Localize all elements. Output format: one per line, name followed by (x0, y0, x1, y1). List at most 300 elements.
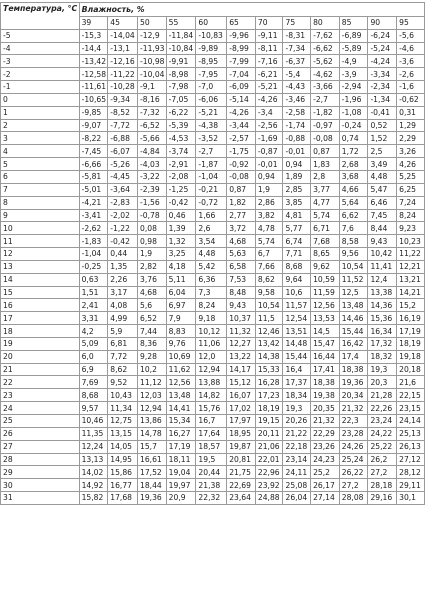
table-row (1, 29, 425, 42)
dew-point-cell: -2,39 (138, 183, 167, 196)
dew-point-cell: -10,28 (108, 81, 138, 94)
dew-point-cell: 3,25 (166, 248, 196, 261)
dew-point-cell: 6,52 (138, 312, 167, 325)
dew-point-cell: -1,56 (138, 196, 167, 209)
dew-point-cell: -0,24 (339, 119, 368, 132)
dew-point-cell: -0,25 (79, 260, 108, 273)
dew-point-cell: 6,46 (368, 196, 397, 209)
dew-point-cell: -12,58 (79, 68, 108, 81)
dew-point-cell: 17,37 (283, 376, 311, 389)
dew-point-cell: -7,0 (196, 81, 227, 94)
dew-point-cell: 12,94 (138, 402, 167, 415)
dew-point-cell: -1,83 (79, 235, 108, 248)
table-row (1, 170, 425, 183)
dew-point-cell: 10,6 (283, 286, 311, 299)
dew-point-cell: -1,04 (79, 248, 108, 261)
dew-point-cell: 3,76 (138, 273, 167, 286)
dew-point-cell: -10,84 (166, 42, 196, 55)
temperature-cell: -3 (1, 55, 80, 68)
dew-point-cell: 15,34 (166, 415, 196, 428)
dew-point-cell: -6,66 (79, 158, 108, 171)
dew-point-cell: 15,82 (79, 492, 108, 505)
dew-point-cell: -0,01 (283, 145, 311, 158)
dew-point-cell: 16,77 (108, 479, 138, 492)
dew-point-cell: -0,62 (397, 93, 425, 106)
dew-point-cell: 4,77 (311, 196, 340, 209)
dew-point-cell: 17,52 (138, 466, 167, 479)
dew-point-cell: 0,94 (283, 158, 311, 171)
dew-point-cell: -4,26 (255, 93, 283, 106)
dew-point-cell: -5,66 (138, 132, 167, 145)
dew-point-cell: 10,2 (138, 363, 167, 376)
dew-point-cell: 17,32 (368, 337, 397, 350)
table-row (1, 312, 425, 325)
table-row (1, 389, 425, 402)
dew-point-cell: 28,12 (397, 466, 425, 479)
dew-point-cell: -5,21 (196, 106, 227, 119)
dew-point-cell: 1,52 (368, 132, 397, 145)
table-row (1, 440, 425, 453)
dew-point-cell: 13,86 (138, 415, 167, 428)
dew-point-cell: 23,92 (255, 479, 283, 492)
table-row (1, 106, 425, 119)
dew-point-cell: 12,75 (108, 415, 138, 428)
dew-point-cell: -6,09 (227, 81, 256, 94)
dew-point-cell: 4,68 (138, 286, 167, 299)
dew-point-cell: 12,0 (196, 350, 227, 363)
temperature-cell: 15 (1, 286, 80, 299)
dew-point-cell: 5,63 (227, 248, 256, 261)
dew-point-cell: 21,6 (397, 376, 425, 389)
dew-point-cell: -8,52 (108, 106, 138, 119)
dew-point-cell: 1,9 (255, 183, 283, 196)
dew-point-cell: 23,26 (311, 440, 340, 453)
dew-point-cell: -2,56 (255, 119, 283, 132)
dew-point-cell: 6,81 (108, 337, 138, 350)
dew-point-cell: 1,89 (283, 170, 311, 183)
dew-point-cell: 6,0 (79, 350, 108, 363)
dew-point-cell: 12,21 (397, 260, 425, 273)
dew-point-cell: 15,36 (368, 312, 397, 325)
dew-point-cell: 18,38 (311, 376, 340, 389)
dew-point-cell: 2,8 (311, 170, 340, 183)
dew-point-cell: 5,42 (196, 260, 227, 273)
dew-point-cell: 20,26 (283, 415, 311, 428)
temperature-cell: 29 (1, 466, 80, 479)
dew-point-cell: -3,66 (311, 81, 340, 94)
dew-point-cell: -5,01 (79, 183, 108, 196)
dew-point-cell: -3,9 (339, 68, 368, 81)
table-row (1, 466, 425, 479)
dew-point-cell: 2,68 (339, 158, 368, 171)
dew-point-cell: 6,74 (283, 235, 311, 248)
dew-point-cell: 23,14 (283, 453, 311, 466)
dew-point-cell: 16,07 (227, 389, 256, 402)
dew-point-cell: -1,25 (166, 183, 196, 196)
dew-point-cell: -15,3 (79, 29, 108, 42)
dew-point-cell: 20,34 (339, 389, 368, 402)
dew-point-cell: -14,04 (108, 29, 138, 42)
dew-point-cell: 5,47 (368, 183, 397, 196)
dew-point-cell: 17,19 (166, 440, 196, 453)
dew-point-cell: 1,29 (397, 119, 425, 132)
dew-point-cell: -0,72 (196, 196, 227, 209)
dew-point-cell: 6,25 (397, 183, 425, 196)
dew-point-cell: -0,42 (166, 196, 196, 209)
dew-point-cell: 12,24 (79, 440, 108, 453)
dew-point-cell: 22,3 (339, 415, 368, 428)
dew-point-cell: -6,52 (138, 119, 167, 132)
dew-point-cell: 16,28 (255, 376, 283, 389)
dew-point-cell: -2,7 (196, 145, 227, 158)
dew-point-cell: 0,87 (311, 145, 340, 158)
dew-point-cell: 25,24 (339, 453, 368, 466)
dew-point-cell: 21,32 (339, 402, 368, 415)
dew-point-cell: -9,85 (79, 106, 108, 119)
dew-point-cell: 17,02 (227, 402, 256, 415)
table-row (1, 492, 425, 505)
dew-point-cell: -6,88 (108, 132, 138, 145)
dew-point-cell: 13,88 (196, 376, 227, 389)
dew-point-cell: -7,16 (255, 55, 283, 68)
dew-point-cell: -11,93 (138, 42, 167, 55)
dew-point-cell: -10,65 (79, 93, 108, 106)
dew-point-cell: -12,16 (108, 55, 138, 68)
dew-point-cell: 5,25 (397, 170, 425, 183)
dew-point-cell: -7,04 (227, 68, 256, 81)
dew-point-cell: -5,21 (255, 81, 283, 94)
dew-point-cell: -11,22 (108, 68, 138, 81)
dew-point-cell: -8,11 (255, 42, 283, 55)
table-row (1, 42, 425, 55)
dew-point-cell: -1,96 (339, 93, 368, 106)
dew-point-cell: 14,36 (368, 299, 397, 312)
dew-point-cell: 20,3 (368, 376, 397, 389)
dew-point-cell: -6,37 (283, 55, 311, 68)
dew-point-cell: -6,22 (166, 106, 196, 119)
dew-point-cell: 12,27 (227, 337, 256, 350)
dew-point-cell: -8,98 (166, 68, 196, 81)
dew-point-cell: 18,44 (138, 479, 167, 492)
dew-point-cell: -4,45 (108, 170, 138, 183)
dew-point-cell: 16,19 (397, 312, 425, 325)
dew-point-cell: -0,21 (196, 183, 227, 196)
dew-point-cell: 6,62 (339, 209, 368, 222)
dew-point-cell: 14,92 (79, 479, 108, 492)
dew-point-cell: 23,15 (397, 402, 425, 415)
dew-point-cell: 3,54 (196, 235, 227, 248)
dew-point-cell: 6,36 (196, 273, 227, 286)
dew-point-cell: -7,95 (196, 68, 227, 81)
dew-point-cell: -2,57 (227, 132, 256, 145)
table-row (1, 350, 425, 363)
dew-point-cell: -6,62 (311, 42, 340, 55)
dew-point-cell: -6,24 (368, 29, 397, 42)
dew-point-cell: 7,69 (79, 376, 108, 389)
dew-point-cell: 1,83 (311, 158, 340, 171)
dew-point-cell: 7,3 (196, 286, 227, 299)
dew-point-cell: 12,5 (339, 286, 368, 299)
dew-point-cell: 4,99 (108, 312, 138, 325)
dew-point-cell: 15,44 (339, 325, 368, 338)
dew-point-cell: -9,91 (166, 55, 196, 68)
table-row (1, 427, 425, 440)
temperature-cell: 14 (1, 273, 80, 286)
dew-point-cell: 0,63 (79, 273, 108, 286)
dew-point-cell: 5,6 (138, 299, 167, 312)
humidity-column-header: 50 (138, 16, 167, 29)
dew-point-cell: -9,96 (227, 29, 256, 42)
dew-point-cell: -2,02 (108, 209, 138, 222)
dew-point-cell: -0,42 (108, 235, 138, 248)
humidity-column-header: 39 (79, 16, 108, 29)
dew-point-cell: 21,06 (255, 440, 283, 453)
dew-point-cell: 12,56 (166, 376, 196, 389)
dew-point-cell: -9,11 (255, 29, 283, 42)
temperature-cell: -4 (1, 42, 80, 55)
dew-point-cell: 22,96 (255, 466, 283, 479)
temperature-cell: 10 (1, 222, 80, 235)
temperature-cell: 3 (1, 132, 80, 145)
dew-point-cell: 13,51 (283, 325, 311, 338)
dew-point-cell: 24,14 (397, 415, 425, 428)
dew-point-cell: 26,04 (283, 492, 311, 505)
dew-point-cell: 14,17 (227, 363, 256, 376)
dew-point-cell: -9,07 (79, 119, 108, 132)
dew-point-cell: 25,2 (311, 466, 340, 479)
dew-point-cell: 5,9 (108, 325, 138, 338)
dew-point-cell: 14,05 (108, 440, 138, 453)
dew-point-cell: 9,57 (79, 402, 108, 415)
dew-point-cell: -5,4 (283, 68, 311, 81)
dew-point-cell: 16,4 (283, 363, 311, 376)
dew-point-cell: -10,04 (138, 68, 167, 81)
dew-point-cell: -9,34 (108, 93, 138, 106)
dew-point-cell: 8,44 (368, 222, 397, 235)
dew-point-cell: 7,71 (283, 248, 311, 261)
humidity-column-header: 80 (311, 16, 340, 29)
dew-point-cell: 9,23 (397, 222, 425, 235)
temperature-cell: 28 (1, 453, 80, 466)
dew-point-cell: -1,04 (196, 170, 227, 183)
temperature-cell: 5 (1, 158, 80, 171)
dew-point-cell: -8,22 (79, 132, 108, 145)
table-row (1, 183, 425, 196)
dew-point-cell: 0,31 (397, 106, 425, 119)
dew-point-cell: 29,11 (397, 479, 425, 492)
dew-point-cell: 23,24 (368, 415, 397, 428)
dew-point-cell: -4,03 (138, 158, 167, 171)
dew-point-cell: 12,56 (311, 299, 340, 312)
dew-point-cell: 7,66 (255, 260, 283, 273)
temperature-cell: 20 (1, 350, 80, 363)
dew-point-cell: 8,68 (79, 389, 108, 402)
dew-point-cell: -7,32 (138, 106, 167, 119)
dew-point-cell: -8,31 (283, 29, 311, 42)
dew-point-cell: 14,95 (108, 453, 138, 466)
dew-point-cell: 14,02 (79, 466, 108, 479)
dew-point-cell: 11,32 (227, 325, 256, 338)
table-row (1, 196, 425, 209)
dew-point-cell: 14,5 (311, 325, 340, 338)
dew-point-cell: 10,43 (108, 389, 138, 402)
dew-point-cell: 10,59 (311, 273, 340, 286)
table-row (1, 402, 425, 415)
dew-point-cell: 6,9 (79, 363, 108, 376)
dew-point-cell: 21,22 (283, 427, 311, 440)
dew-point-cell: -14,4 (79, 42, 108, 55)
dew-point-cell: 4,68 (227, 235, 256, 248)
dew-point-cell: -12,9 (138, 29, 167, 42)
dew-point-cell: 1,9 (138, 248, 167, 261)
dew-point-cell: 18,32 (368, 350, 397, 363)
humidity-column-header: 60 (196, 16, 227, 29)
dew-point-cell: -1,82 (311, 106, 340, 119)
dew-point-cell: 18,19 (397, 337, 425, 350)
table-row (1, 93, 425, 106)
dew-point-cell: -0,08 (311, 132, 340, 145)
dew-point-cell: 22,01 (255, 453, 283, 466)
temperature-cell: 8 (1, 196, 80, 209)
dew-point-cell: 18,34 (283, 389, 311, 402)
dew-point-cell: 3,17 (108, 286, 138, 299)
dew-point-cell: 13,48 (339, 299, 368, 312)
dew-point-cell: 17,41 (311, 363, 340, 376)
dew-point-cell: 14,41 (166, 402, 196, 415)
dew-point-cell: 4,08 (108, 299, 138, 312)
dew-point-cell: 21,38 (196, 479, 227, 492)
dew-point-cell: 29,16 (368, 492, 397, 505)
dew-point-cell: 17,19 (397, 325, 425, 338)
dew-point-cell: 6,71 (311, 222, 340, 235)
humidity-column-header: 85 (339, 16, 368, 29)
dew-point-cell: -9,1 (138, 81, 167, 94)
dew-point-cell: 27,14 (311, 492, 340, 505)
dew-point-cell: 18,95 (227, 427, 256, 440)
dew-point-cell: 1,32 (166, 235, 196, 248)
dew-point-cell: 5,74 (255, 235, 283, 248)
dew-point-cell: 9,52 (108, 376, 138, 389)
dew-point-cell: 20,35 (311, 402, 340, 415)
temperature-cell: 2 (1, 119, 80, 132)
dew-point-cell: 11,57 (283, 299, 311, 312)
dew-point-cell: -3,46 (283, 93, 311, 106)
dew-point-cell: 7,24 (397, 196, 425, 209)
dew-point-cell: -7,05 (166, 93, 196, 106)
temperature-cell: 13 (1, 260, 80, 273)
dew-point-cell: -1,34 (368, 93, 397, 106)
dew-point-cell: -4,43 (283, 81, 311, 94)
temperature-cell: -2 (1, 68, 80, 81)
dew-point-cell: 13,13 (79, 453, 108, 466)
dew-point-cell: 19,3 (368, 363, 397, 376)
dew-point-cell: -3,41 (79, 209, 108, 222)
dew-point-cell: -3,52 (196, 132, 227, 145)
dew-point-cell: 6,7 (255, 248, 283, 261)
dew-point-cell: 3,26 (397, 145, 425, 158)
dew-point-cell: 0,98 (138, 235, 167, 248)
dew-point-cell: 14,48 (283, 337, 311, 350)
dew-point-cell: 2,86 (255, 196, 283, 209)
dew-point-cell: -4,53 (166, 132, 196, 145)
temperature-cell: 30 (1, 479, 80, 492)
dew-point-cell: -1,08 (339, 106, 368, 119)
dew-point-cell: 13,48 (166, 389, 196, 402)
dew-point-cell: 13,38 (368, 286, 397, 299)
dew-point-cell: 12,54 (283, 312, 311, 325)
dew-point-cell: 12,46 (255, 325, 283, 338)
humidity-column-header: 70 (255, 16, 283, 29)
temperature-cell: 9 (1, 209, 80, 222)
dew-point-cell: -0,78 (138, 209, 167, 222)
dew-point-cell: 13,42 (255, 337, 283, 350)
dew-point-cell: 20,81 (227, 453, 256, 466)
temperature-cell: -1 (1, 81, 80, 94)
dew-point-cell: 5,74 (311, 209, 340, 222)
dew-point-cell: 13,15 (108, 427, 138, 440)
dew-point-cell: -7,34 (283, 42, 311, 55)
table-row (1, 453, 425, 466)
dew-point-cell: 2,5 (368, 145, 397, 158)
dew-point-cell: -10,83 (196, 29, 227, 42)
dew-point-cell: 14,38 (255, 350, 283, 363)
table-row (1, 68, 425, 81)
table-row (1, 81, 425, 94)
temperature-cell: 6 (1, 170, 80, 183)
dew-point-cell: 14,82 (196, 389, 227, 402)
temperature-cell: 4 (1, 145, 80, 158)
dew-point-cell: 26,13 (397, 440, 425, 453)
table-row (1, 235, 425, 248)
table-row (1, 325, 425, 338)
dew-point-cell: 25,08 (283, 479, 311, 492)
dew-point-cell: 15,44 (283, 350, 311, 363)
dew-point-cell: 4,81 (283, 209, 311, 222)
dew-point-cell: 11,41 (368, 260, 397, 273)
humidity-column-header: 45 (108, 16, 138, 29)
dew-point-cell: 15,12 (227, 376, 256, 389)
dew-point-cell: 7,44 (138, 325, 167, 338)
dew-point-cell: 14,46 (339, 312, 368, 325)
dew-point-cell: -2,7 (311, 93, 340, 106)
dew-point-cell: 15,2 (397, 299, 425, 312)
dew-point-cell: 20,18 (397, 363, 425, 376)
temperature-cell: 21 (1, 363, 80, 376)
dew-point-cell: -4,21 (79, 196, 108, 209)
dew-point-cell: 18,11 (166, 453, 196, 466)
dew-point-cell: 2,85 (283, 183, 311, 196)
header-row (1, 3, 425, 17)
temperature-cell: 12 (1, 248, 80, 261)
dew-point-cell: 8,83 (166, 325, 196, 338)
dew-point-cell: 24,26 (339, 440, 368, 453)
dew-point-cell: 4,48 (196, 248, 227, 261)
dew-point-cell: -5,62 (311, 55, 340, 68)
table-row (1, 158, 425, 171)
temperature-cell: 19 (1, 337, 80, 350)
dew-point-cell: -2,62 (79, 222, 108, 235)
dew-point-cell: -11,61 (79, 81, 108, 94)
dew-point-cell: 3,77 (311, 183, 340, 196)
dew-point-cell: -7,72 (108, 119, 138, 132)
dew-point-cell: 19,15 (255, 415, 283, 428)
dew-point-cell: -3,74 (166, 145, 196, 158)
dew-point-cell: 22,18 (283, 440, 311, 453)
dew-point-cell: -1,6 (397, 81, 425, 94)
temperature-cell: 24 (1, 402, 80, 415)
dew-point-cell: 16,7 (196, 415, 227, 428)
dew-point-cell: 11,12 (138, 376, 167, 389)
